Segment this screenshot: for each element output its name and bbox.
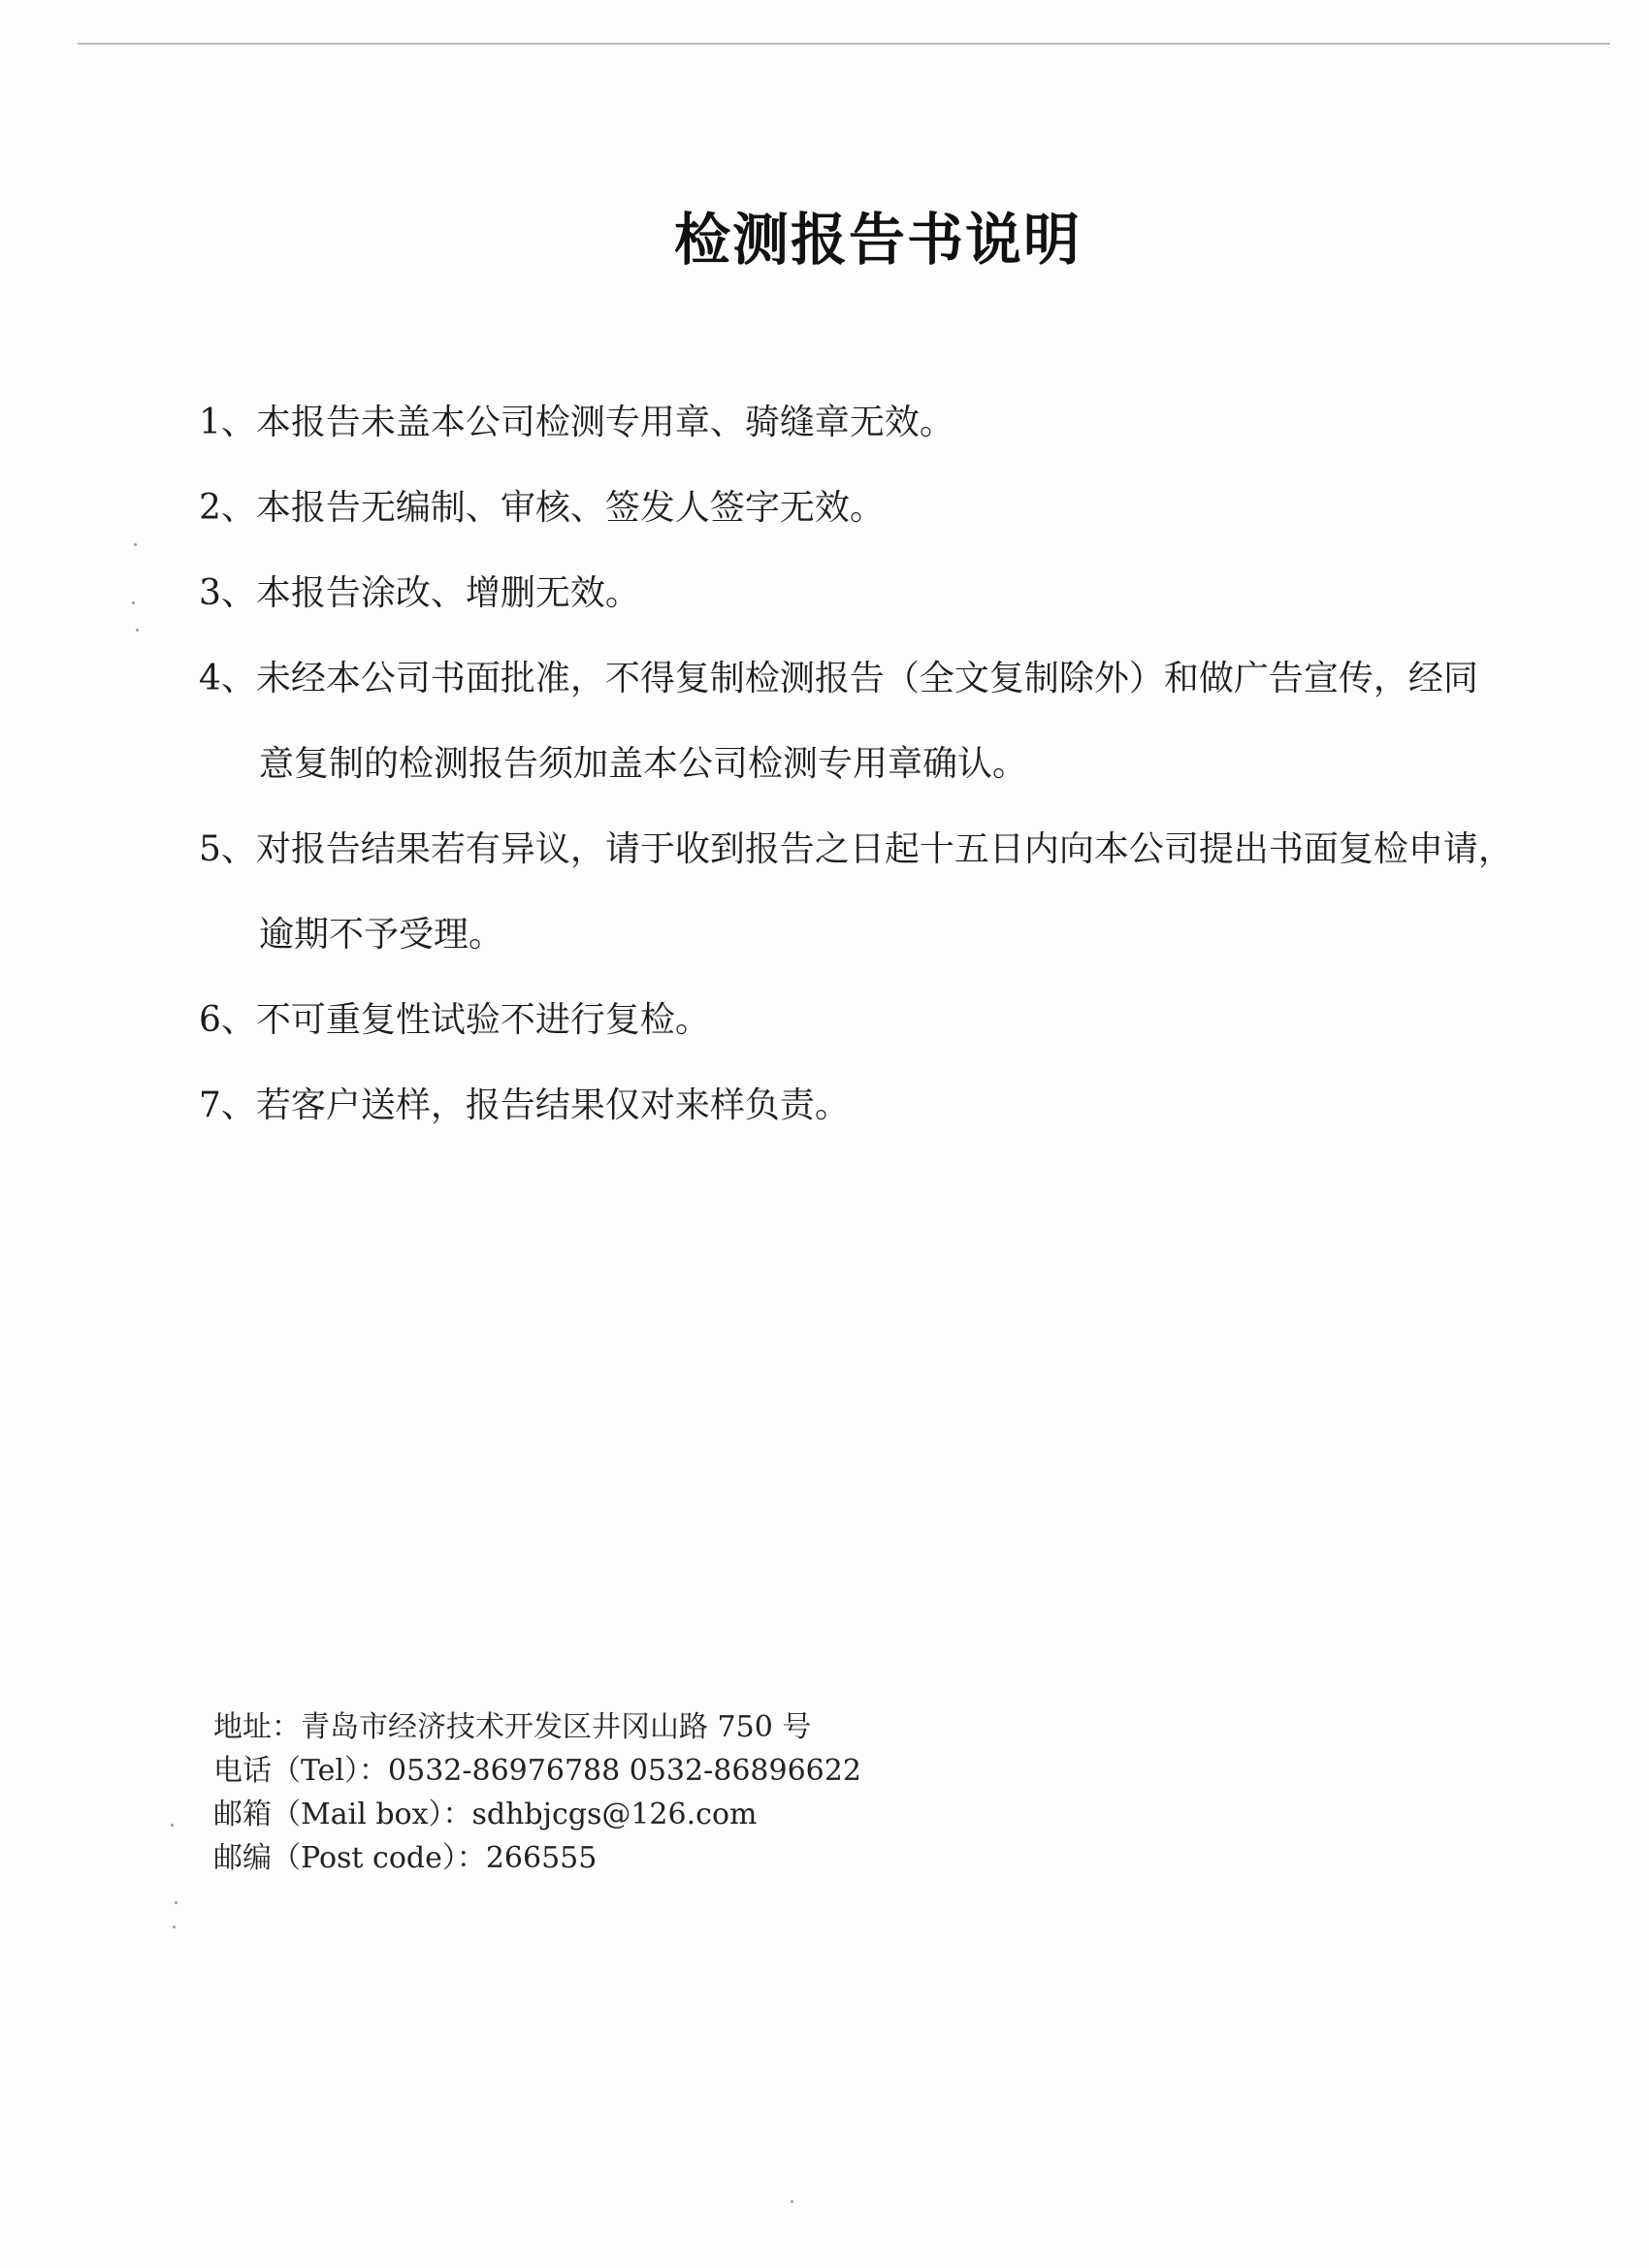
scan-speck (171, 1824, 174, 1827)
note-number: 3、 (199, 573, 256, 613)
note-text: 本报告未盖本公司检测专用章、骑缝章无效。 (255, 403, 954, 442)
footer-post: 邮编（Post code）：266555 (213, 1841, 598, 1875)
note-item-2 (199, 466, 1576, 551)
footer-mail: 邮箱（Mail box）：sdhbjcgs@126.com (213, 1798, 758, 1831)
note-text: 本报告无编制、审核、签发人签字无效。 (255, 488, 885, 528)
top-rule (78, 43, 1610, 45)
note-number: 5、 (199, 829, 256, 869)
footer-address: 地址：青岛市经济技术开发区井冈山路 750 号 (213, 1710, 812, 1744)
note-text: 本报告涂改、增删无效。 (255, 573, 640, 613)
note-number: 2、 (199, 488, 256, 528)
note-text: 未经本公司书面批准，不得复制检测报告（全文复制除外）和做广告宣传，经同 (255, 659, 1478, 698)
scan-speck (791, 2200, 793, 2203)
page-title: 检测报告书说明 (673, 207, 1082, 273)
scan-speck (173, 1926, 176, 1928)
footer-tel: 电话（Tel）：0532-86976788 0532-86896622 (213, 1754, 861, 1788)
note-number: 4、 (199, 659, 256, 698)
note-item-1 (199, 380, 1576, 466)
note-item-6 (199, 978, 1576, 1063)
note-item-5 (199, 807, 1576, 978)
note-text: 对报告结果若有异议，请于收到报告之日起十五日内向本公司提出书面复检申请， (255, 829, 1513, 869)
note-item-4 (199, 636, 1576, 807)
note-number: 6、 (199, 1000, 256, 1040)
note-number: 7、 (199, 1085, 256, 1125)
contact-footer (213, 1705, 1086, 1880)
note-item-7 (199, 1063, 1576, 1149)
note-continuation: 逾期不予受理。 (259, 915, 504, 955)
scan-speck (136, 629, 139, 632)
note-text: 不可重复性试验不进行复检。 (255, 1000, 710, 1040)
note-text: 若客户送样，报告结果仅对来样负责。 (255, 1085, 850, 1125)
note-item-3 (199, 551, 1576, 636)
scan-speck (175, 1901, 178, 1904)
scan-speck (132, 601, 135, 604)
notes-list (199, 380, 1576, 1149)
note-number: 1、 (199, 403, 256, 442)
note-continuation: 意复制的检测报告须加盖本公司检测专用章确认。 (259, 744, 1028, 784)
scan-speck (134, 543, 137, 546)
